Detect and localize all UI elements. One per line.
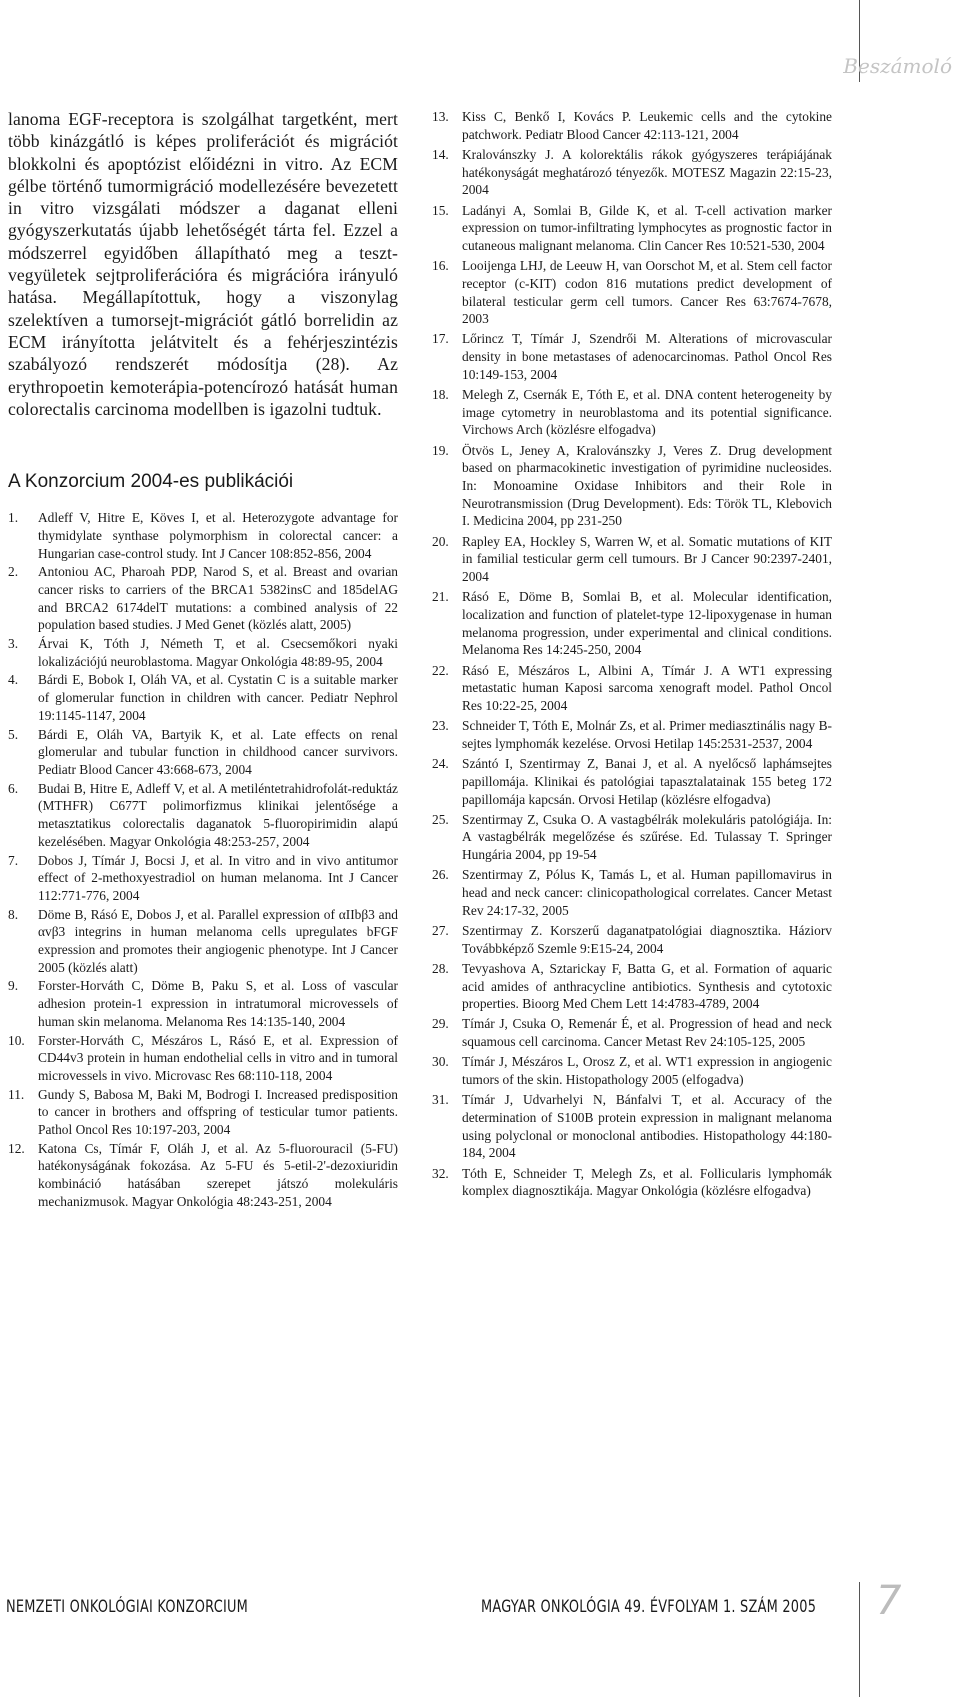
reference-number: 12. <box>8 1140 25 1156</box>
reference-number: 5. <box>8 726 19 742</box>
intro-paragraph: lanoma EGF-receptora is szolgálhat targetként, mert több kinázgátló is képes proliferációt és migrációt blokkolni és apoptózist előidézni in vitro. Az ECM gélbe történő tumormigráció modellezésére bevezetett in vitro vizsgálati módszer a daganat elleni gyógyszerkutatás újabb lehetőségét tárta fel. Ezzel a módszerrel egyidőben állapítható meg a teszt-vegyületek sejtproliferációra és migrációra irányuló hatása. Megállapítottuk, hogy a viszonylag szelektíven a tumorsejt-migrációt gátló borrelidin az ECM irányította jelátvitelt és a fehérjeszintézis szabályozó rendszerét módosítja (28). Az erythropoetin kemoterápia-potencírozó hatását human colorectalis carcinoma modellben is igazolni tudtuk. <box>8 109 398 419</box>
reference-item <box>432 755 832 808</box>
reference-text: Rásó E, Mészáros L, Albini A, Tímár J. A WT1 expressing metastatic human Kaposi sarcoma xenograft model. Pathol Oncol Res 10:22-25, 2004 <box>462 662 832 713</box>
reference-item <box>432 146 832 199</box>
reference-item <box>432 588 832 659</box>
reference-number: 28. <box>432 960 449 976</box>
reference-item <box>432 811 832 864</box>
reference-number: 6. <box>8 780 19 796</box>
reference-number: 19. <box>432 442 449 458</box>
reference-text: Forster-Horváth C, Döme B, Paku S, et al. Loss of vascular adhesion protein-1 expression in intratumoral microvessels of human skin melanoma. Melanoma Res 14:135-140, 2004 <box>38 978 398 1029</box>
reference-item <box>432 1165 832 1200</box>
reference-number: 25. <box>432 811 449 827</box>
reference-text: Forster-Horváth C, Mészáros L, Rásó E, et al. Expression of CD44v3 protein in human endothelial cells in vitro and in tumoral microvessels in vivo. Microvasc Res 68:110-118, 2004 <box>38 1032 398 1083</box>
reference-number: 31. <box>432 1092 449 1108</box>
reference-text: Gundy S, Babosa M, Baki M, Bodrogi I. Increased predisposition to cancer in brothers and offspring of testicular tumor patients. Pathol Oncol Res 10:197-203, 2004 <box>38 1086 398 1138</box>
reference-text: Tímár J, Udvarhelyi N, Bánfalvi T, et al. Accuracy of the determination of S100B protein expression in malignant melanoma using polyclonal or monoclonal antibodies. Histopathology 44:180-184, 2004 <box>462 1092 832 1161</box>
reference-number: 13. <box>432 109 449 124</box>
reference-text: Ötvös L, Jeney A, Kralovánszky J, Veres Z. Drug development based on pharmacokinetic investigation of pyrimidine nucleosides. In: Monoamine Oxidase Inhibitors and their Role in Neurotransmission (Drug Development). Eds: Török TL, Klebovich I. Medicina 2004, pp 231-250 <box>462 442 832 529</box>
reference-number: 30. <box>432 1054 449 1070</box>
reference-item <box>432 717 832 752</box>
reference-number: 22. <box>432 662 449 678</box>
reference-item <box>432 1015 832 1050</box>
reference-number: 16. <box>432 258 449 274</box>
reference-item <box>8 977 398 1030</box>
reference-text: Árvai K, Tóth J, Németh T, et al. Csecsemőkori nyaki lokalizációjú neuroblastoma. Magyar Onkológia 48:89-95, 2004 <box>38 636 398 669</box>
reference-item <box>432 533 832 586</box>
reference-text: Tóth E, Schneider T, Melegh Zs, et al. Follicularis lymphomák komplex diagnosztikája. Magyar Onkológia (közlésre elfogadva) <box>462 1165 832 1199</box>
reference-text: Melegh Z, Csernák E, Tóth E, et al. DNA content heterogeneity by image cytometry in neuroblastoma and its potential significance. Virchows Arch (közlésre elfogadva) <box>462 387 832 438</box>
reference-number: 8. <box>8 906 19 922</box>
reference-text: Tímár J, Mészáros L, Orosz Z, et al. WT1 expression in angiogenic tumors of the skin. Histopathology 2005 (elfogadva) <box>462 1054 832 1088</box>
reference-item <box>432 866 832 919</box>
reference-item <box>432 330 832 383</box>
reference-number: 15. <box>432 202 449 218</box>
reference-number: 26. <box>432 867 449 883</box>
reference-text: Adleff V, Hitre E, Köves I, et al. Heterozygote advantage for thymidylate synthase polymorphism in colorectal cancer: a Hungarian case-control study. Int J Cancer 108:852-856, 2004 <box>38 510 398 561</box>
reference-number: 17. <box>432 331 449 347</box>
reference-text: Tevyashova A, Sztarickay F, Batta G, et al. Formation of aquaric acid amides of anthracycline antibiotics. Synthesis and cytotoxic properties. Bioorg Med Chem Lett 14:4783-4789, 2004 <box>462 960 832 1012</box>
reference-number: 32. <box>432 1165 449 1181</box>
reference-text: Antoniou AC, Pharoah PDP, Narod S, et al. Breast and ovarian cancer risks to carriers of the BRCA1 5382insC and 185delAG and BRCA2 6174delT mutations: a combined analysis of 22 population based studies. J Med Genet (közlés alatt, 2005) <box>38 564 398 633</box>
reference-text: Szántó I, Szentirmay Z, Banai J, et al. A nyelőcső laphámsejtes papillomája. Klinikai és patológiai tapasztalatainak 155 beteg 172 papillomája kapcsán. Orvosi Hetilap (közlésre elfogadva) <box>462 756 832 807</box>
reference-number: 27. <box>432 922 449 938</box>
reference-item <box>8 509 398 562</box>
reference-item <box>8 1032 398 1085</box>
reference-text: Budai B, Hitre E, Adleff V, et al. A metiléntetrahidrofolát-reduktáz (MTHFR) C677T polimorfizmus klinikai jelentősége a metasztatikus colorectalis daganatok 5-fluoropirimidin alapú kezelésében. Magyar Onkológia 48:253-257, 2004 <box>38 780 398 849</box>
reference-text: Dobos J, Tímár J, Bocsi J, et al. In vitro and in vivo antitumor effect of 2-methoxyestradiol on human melanoma. Int J Cancer 112:771-776, 2004 <box>38 852 398 903</box>
reference-item <box>432 1053 832 1088</box>
footer-consortium: NEMZETI ONKOLÓGIAI KONZORCIUM <box>6 1597 249 1617</box>
reference-number: 23. <box>432 718 449 734</box>
reference-text: Looijenga LHJ, de Leeuw H, van Oorschot M, et al. Stem cell factor receptor (c-KIT) codon 816 mutations predict development of bilateral testicular germ cell tumors. Cancer Res 63:7674-7678, 2003 <box>462 258 832 327</box>
reference-text: Lőrincz T, Tímár J, Szendrői M. Alterations of microvascular density in bone metastases of adenocarcinomas. Pathol Oncol Res 10:149-153, 2004 <box>462 331 832 382</box>
reference-item <box>432 922 832 957</box>
reference-number: 2. <box>8 564 19 580</box>
reference-number: 29. <box>432 1016 449 1032</box>
reference-text: Katona Cs, Tímár F, Oláh J, et al. Az 5-fluorouracil (5-FU) hatékonyságának fokozása. Az 5-FU és 5-etil-2'-dezoxiuridin kombináció hatásában szerepet játszó molekuláris mechanizmusok. Magyar Onkológia 48:243-251, 2004 <box>38 1140 398 1209</box>
reference-text: Bárdi E, Oláh VA, Bartyik K, et al. Late effects on renal glomerular and tubular function in childhood cancer survivors. Pediatr Blood Cancer 43:668-673, 2004 <box>38 726 398 777</box>
reference-item <box>432 960 832 1013</box>
reference-text: Döme B, Rásó E, Dobos J, et al. Parallel expression of αIIbβ3 and αvβ3 integrins in human melanoma cells upregulates bFGF expression and promotes their angiogenic phenotype. Int J Cancer 2005 (közlés alatt) <box>38 906 398 975</box>
reference-text: Bárdi E, Bobok I, Oláh VA, et al. Cystatin C is a suitable marker of glomerular function in children with cancer. Pediatr Nephrol 19:1145-1147, 2004 <box>38 672 398 723</box>
reference-text: Szentirmay Z, Pólus K, Tamás L, et al. Human papillomavirus in head and neck cancer: clinicopathological correlates. Cancer Metast Rev 24:17-32, 2005 <box>462 867 832 918</box>
reference-text: Kiss C, Benkő I, Kovács P. Leukemic cells and the cytokine patchwork. Pediatr Blood Cancer 42:113-121, 2004 <box>462 109 832 142</box>
reference-text: Ladányi A, Somlai B, Gilde K, et al. T-cell activation marker expression on tumor-infiltrating lymphocytes as prognostic factor in cutaneous malignant melanoma. Clin Cancer Res 10:521-530, 2004 <box>462 202 832 253</box>
reference-item <box>432 202 832 255</box>
reference-item <box>432 662 832 715</box>
reference-text: Szentirmay Z. Korszerű daganatpatológiai diagnosztika. Háziorv Továbbképző Szemle 9:E15-24, 2004 <box>462 922 832 956</box>
reference-item <box>8 780 398 851</box>
reference-list-right <box>432 108 832 1200</box>
reference-number: 18. <box>432 387 449 403</box>
reference-number: 7. <box>8 852 19 868</box>
reference-item <box>8 635 398 670</box>
reference-item <box>8 671 398 724</box>
page-number: 7 <box>876 1578 902 1624</box>
reference-number: 4. <box>8 672 19 688</box>
reference-item <box>8 1086 398 1139</box>
reference-item <box>8 852 398 905</box>
publications-heading: A Konzorcium 2004-es publikációi <box>8 471 294 493</box>
reference-item <box>8 1140 398 1211</box>
right-column <box>432 108 832 1202</box>
footer-journal: MAGYAR ONKOLÓGIA 49. ÉVFOLYAM 1. SZÁM 2005 <box>481 1597 817 1617</box>
reference-item <box>432 386 832 439</box>
reference-number: 24. <box>432 756 449 772</box>
reference-item <box>432 442 832 531</box>
reference-item <box>432 1091 832 1162</box>
reference-number: 3. <box>8 636 19 652</box>
reference-item <box>432 257 832 328</box>
reference-number: 11. <box>8 1086 25 1102</box>
reference-number: 1. <box>8 510 19 526</box>
reference-text: Schneider T, Tóth E, Molnár Zs, et al. Primer mediasztinális nagy B-sejtes lymphomák kezelése. Orvosi Hetilap 145:2531-2537, 2004 <box>462 718 832 751</box>
section-label: Beszámoló <box>843 54 952 78</box>
reference-number: 9. <box>8 978 19 994</box>
reference-item <box>8 726 398 779</box>
reference-list-left <box>8 509 398 1210</box>
reference-item <box>432 108 832 143</box>
footer-rule <box>859 1582 860 1697</box>
reference-text: Kralovánszky J. A kolorektális rákok gyógyszeres terápiájának hatékonyságát meghatározó tényezők. MOTESZ Magazin 22:15-23, 2004 <box>462 146 832 198</box>
reference-number: 10. <box>8 1032 25 1048</box>
left-column <box>8 108 398 1212</box>
reference-item <box>8 563 398 634</box>
reference-text: Rapley EA, Hockley S, Warren W, et al. Somatic mutations of KIT in familial testicular germ cell tumours. Br J Cancer 90:2397-2401, 2004 <box>462 533 832 585</box>
reference-text: Rásó E, Döme B, Somlai B, et al. Molecular identification, localization and function of platelet-type 12-lipoxygenase in human melanoma progression, under experimental and clinical conditions. Melanoma Res 14:245-250, 2004 <box>462 589 832 658</box>
reference-item <box>8 906 398 977</box>
reference-number: 14. <box>432 146 449 162</box>
reference-number: 21. <box>432 589 449 605</box>
reference-text: Szentirmay Z, Csuka O. A vastagbélrák molekuláris patológiája. In: A vastagbélrák megelőzése és szűrése. Ed. Tulassay T. Springer Hungária 2004, pp 19-54 <box>462 811 832 863</box>
reference-text: Tímár J, Csuka O, Remenár É, et al. Progression of head and neck squamous cell carcinoma. Cancer Metast Rev 24:105-125, 2005 <box>462 1016 832 1050</box>
reference-number: 20. <box>432 533 449 549</box>
